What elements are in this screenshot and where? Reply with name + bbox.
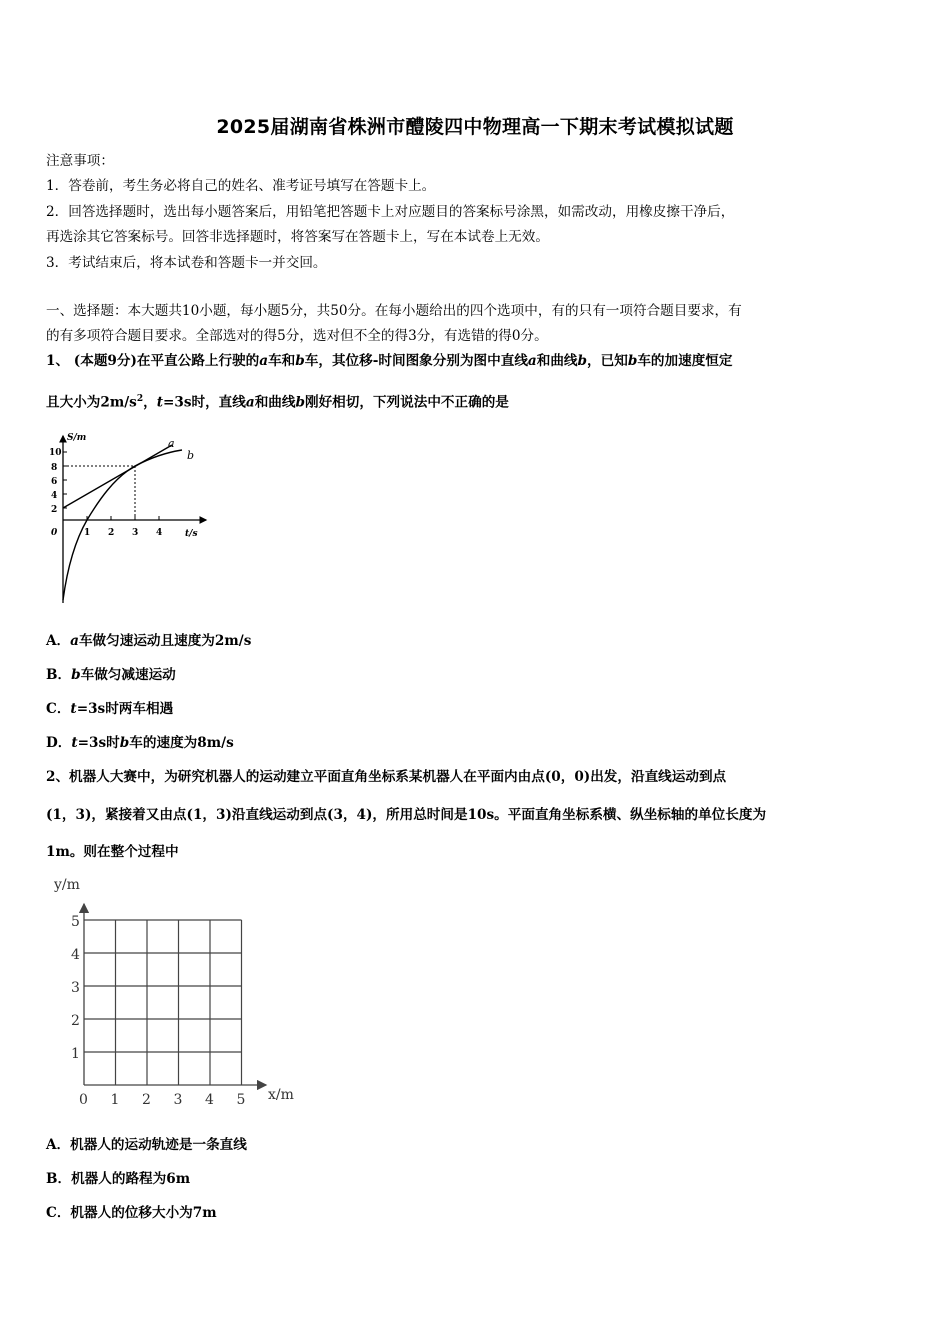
q1-number: 1、 [46,353,70,369]
q1-option-c [46,700,173,718]
y-tick: 4 [51,491,58,501]
option-text: 车的速度为8m/s [129,735,234,751]
option-text: 车做匀减速运动 [80,667,176,683]
notice-item-2-line-1: 2．回答选择题时，选出每小题答案后，用铅笔把答题卡上对应题目的答案标号涂黑，如需改动，用橡皮擦干净后， [46,204,735,220]
q1-text: 车的加速度恒定 [637,353,733,369]
x-tick-label: 4 [205,1092,214,1108]
series-a-line [63,445,172,508]
q2-option-c: C．机器人的位移大小为7m [46,1205,217,1221]
var-a: a [70,633,79,649]
var-b: b [295,394,305,411]
q1-text: 车，其位移-时间图象分别为图中直线 [304,353,528,369]
var-t: t [70,701,77,717]
x-tick: 1 [84,528,91,538]
section-intro-line-2: 的有多项符合题目要求。全部选对的得5分，选对但不全的得3分，有选错的得0分。 [46,328,548,344]
x-axis-label: t/s [185,529,198,539]
q2-option-b: B．机器人的路程为6m [46,1171,191,1187]
q2-stem-line-3: 1m。则在整个过程中 [46,844,179,860]
q1-text: 和曲线 [254,394,296,411]
y-tick-label: 3 [71,980,80,996]
q1-text: 且大小为2m/s [46,394,137,411]
superscript: 2 [136,394,144,404]
series-a-label: a [168,437,175,450]
var-t: t [71,735,78,751]
y-axis-label: S/m [67,433,87,443]
x-axis-label: x/m [268,1087,294,1103]
q1-text: 车和 [268,353,296,369]
q1-text: ， [143,394,157,411]
y-tick-label: 4 [71,947,80,963]
x-tick: 0 [51,528,58,538]
var-b: b [577,353,588,369]
q2-option-a: A．机器人的运动轨迹是一条直线 [46,1137,247,1153]
var-b: b [295,353,305,369]
notice-item-1: 1．答卷前，考生务必将自己的姓名、准考证号填写在答题卡上。 [46,178,436,194]
option-text: 车做匀速运动且速度为2m/s [78,633,252,649]
q2-stem-line-2: (1，3)，紧接着又由点(1，3)沿直线运动到点(3，4)，所用总时间是10s。平面直角坐标系横、纵坐标轴的单位长度为 [46,807,767,823]
q2-stem-line-1: 2、机器人大赛中，为研究机器人的运动建立平面直角坐标系某机器人在平面内由点(0，0)出发，沿直线运动到点 [46,769,727,785]
option-label: B． [46,667,72,683]
y-tick-label: 5 [71,914,80,930]
st-graph [44,428,214,606]
q1-option-b [46,666,176,684]
y-tick-label: 1 [71,1046,80,1062]
q1-text: (本题9分)在平直公路上行驶的 [73,353,260,369]
var-a: a [259,353,269,369]
series-b-label: b [187,449,195,462]
option-text: =3s时 [77,735,120,751]
q1-text: =3s时，直线 [162,394,246,411]
y-tick: 6 [51,477,58,487]
notice-item-2-line-2: 再选涂其它答案标号。回答非选择题时，将答案写在答题卡上，写在本试卷上无效。 [46,229,549,245]
y-axis-label: y/m [54,877,80,893]
page-title: 2025届湖南省株洲市醴陵四中物理高一下期末考试模拟试题 [216,116,734,138]
x-tick: 3 [132,528,139,538]
option-label: C． [46,701,71,717]
q1-text: ，已知 [587,353,628,369]
x-tick-label: 0 [79,1092,88,1108]
q1-option-a [46,632,251,650]
grid-lines [84,920,242,1085]
var-a: a [245,394,255,411]
xy-grid [44,872,314,1112]
q1-text: 和曲线 [536,353,578,369]
y-tick: 2 [51,505,58,515]
q1-stem-line-2 [46,390,509,412]
option-label: D． [46,735,72,751]
var-b: b [627,353,638,369]
series-b-curve [63,450,182,600]
q1-text: 刚好相切，下列说法中不正确的是 [304,394,509,411]
y-tick-label: 2 [71,1013,80,1029]
var-b: b [119,735,130,751]
q1-stem-line-1 [46,352,732,370]
x-tick-label: 3 [173,1092,183,1108]
var-b: b [71,667,81,683]
x-tick-label: 2 [142,1092,151,1108]
section-intro-line-1: 一、选择题：本大题共10小题，每小题5分，共50分。在每小题给出的四个选项中，有的只有一项符合题目要求，有 [46,303,742,319]
y-tick: 8 [51,463,58,473]
y-tick: 10 [49,448,62,458]
x-tick-label: 5 [236,1092,246,1108]
x-tick: 4 [156,528,163,538]
notice-heading: 注意事项： [46,153,114,169]
q1-option-d [46,734,234,752]
x-tick-label: 1 [110,1092,120,1108]
option-label: A． [46,633,71,649]
var-a: a [527,353,537,369]
option-text: =3s时两车相遇 [76,701,174,717]
x-tick: 2 [108,528,115,538]
var-t: t [156,394,163,411]
notice-item-3: 3．考试结束后，将本试卷和答题卡一并交回。 [46,255,327,271]
